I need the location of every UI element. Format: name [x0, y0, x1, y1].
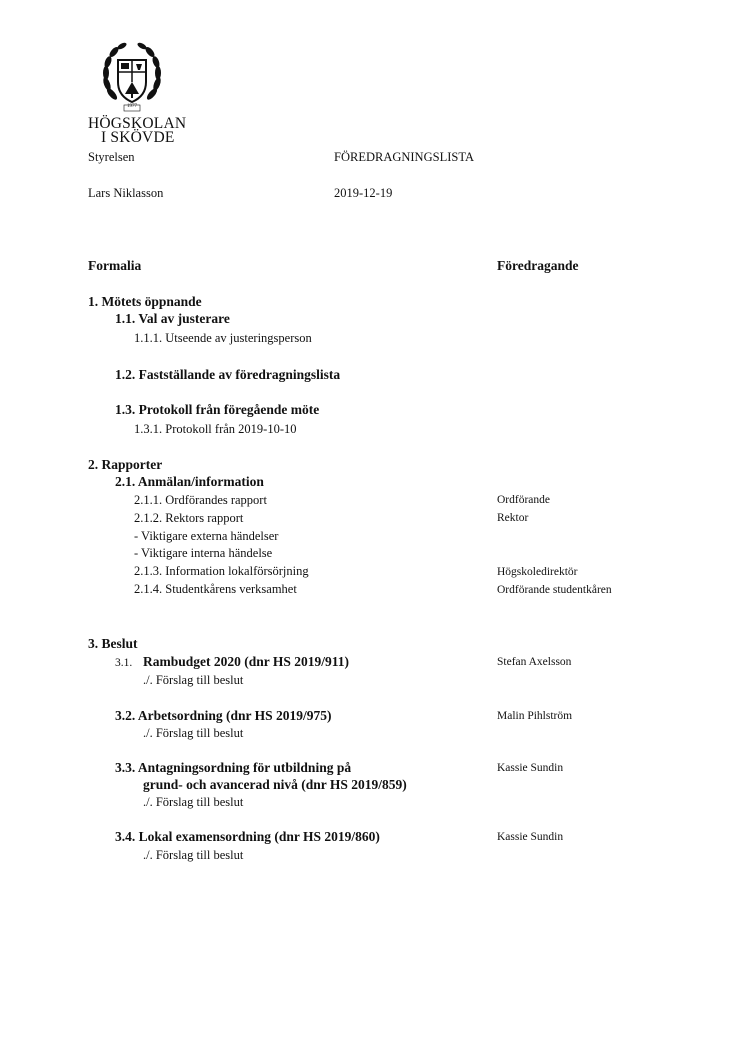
agenda-item: 2.1.2. Rektors rapport: [134, 511, 244, 525]
presenter: Malin Pihlström: [497, 710, 573, 722]
agenda-item: 1.3.1. Protokoll från 2019-10-10: [134, 422, 297, 436]
presenter: Högskoledirektör: [497, 566, 578, 578]
attachment-note: ./. Förslag till beslut: [143, 848, 244, 862]
attachment-note: ./. Förslag till beslut: [143, 795, 244, 809]
subsection-heading: 1.1. Val av justerare: [115, 311, 230, 326]
section-heading: 3. Beslut: [88, 636, 138, 651]
subsection-heading: 2.1. Anmälan/information: [115, 474, 264, 489]
section-heading: 1. Mötets öppnande: [88, 294, 202, 309]
university-crest-icon: [100, 42, 164, 116]
presenter: Rektor: [497, 512, 529, 524]
decision-item: 3.3. Antagningsordning för utbildning på: [115, 760, 352, 775]
agenda-item: 2.1.3. Information lokalförsörjning: [134, 564, 309, 578]
decision-item: 3.4. Lokal examensordning (dnr HS 2019/860): [115, 829, 380, 844]
presenter: Kassie Sundin: [497, 831, 564, 843]
decision-item: 3.2. Arbetsordning (dnr HS 2019/975): [115, 708, 332, 723]
agenda-item: 2.1.4. Studentkårens verksamhet: [134, 582, 297, 596]
department: Styrelsen: [88, 150, 135, 164]
agenda-item: 2.1.1. Ordförandes rapport: [134, 493, 267, 507]
subsection-heading: 1.2. Fastställande av föredragningslista: [115, 367, 341, 382]
meeting-date: 2019-12-19: [334, 186, 393, 200]
subsection-heading: 1.3. Protokoll från föregående möte: [115, 402, 320, 417]
column-heading-formalia: Formalia: [88, 258, 142, 273]
agenda-item: 1.1.1. Utseende av justeringsperson: [134, 331, 312, 345]
attachment-note: ./. Förslag till beslut: [143, 673, 244, 687]
presenter: Kassie Sundin: [497, 762, 564, 774]
bullet-item: - Viktigare externa händelser: [134, 529, 279, 543]
presenter: Ordförande studentkåren: [497, 584, 612, 596]
attachment-note: ./. Förslag till beslut: [143, 726, 244, 740]
document-title: FÖREDRAGNINGSLISTA: [334, 150, 474, 164]
column-heading-presenter: Föredragande: [497, 258, 579, 273]
author: Lars Niklasson: [88, 186, 164, 200]
presenter: Stefan Axelsson: [497, 656, 572, 668]
decision-item-continued: grund- och avancerad nivå (dnr HS 2019/859): [143, 777, 407, 792]
bullet-item: - Viktigare interna händelse: [134, 546, 273, 560]
org-line-1: HÖGSKOLAN: [88, 115, 187, 132]
crest-year: 1977: [127, 104, 137, 109]
section-heading: 2. Rapporter: [88, 457, 163, 472]
decision-item: Rambudget 2020 (dnr HS 2019/911): [143, 654, 350, 669]
presenter: Ordförande: [497, 494, 551, 506]
organization-name: [88, 117, 186, 145]
item-number: 3.1.: [115, 657, 133, 669]
org-line-2: I SKÖVDE: [101, 129, 175, 146]
